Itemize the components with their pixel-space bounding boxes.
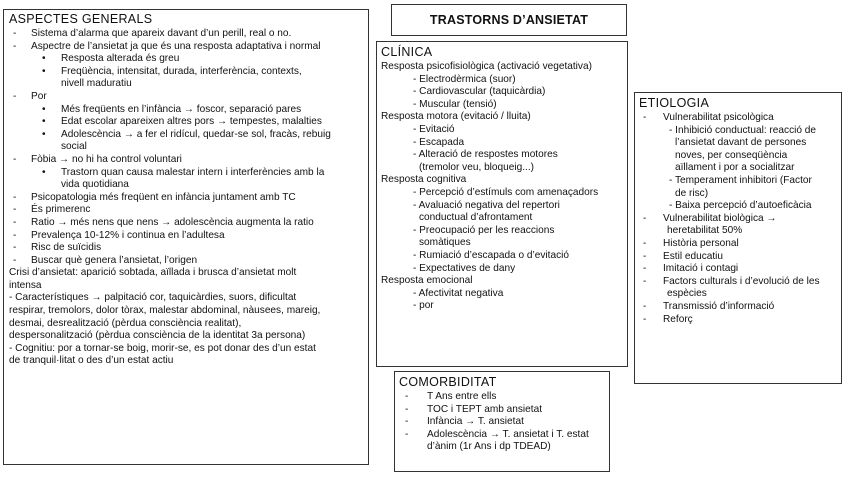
list-item: - És primerenc [9,204,364,217]
list-item: - Infància → T. ansietat [399,416,605,429]
list-item: - Estil educatiu [639,251,838,264]
paragraph-line: despersonalització (pèrdua consciència de la identitat 3a persona) [9,330,306,342]
list-item: - Evitació [413,123,455,135]
list-item-cont: heretabilitat 50% [667,225,743,237]
list-item-cont: noves, per conseqüència [675,149,788,161]
list-item: - Preocupació per les reaccions [413,224,555,236]
list-item: - Imitació i contagi [639,263,838,276]
list-item: - Percepció d’estímuls com amenaçadors [413,186,599,198]
list-item-cont: d’ànim (1r Ans i dp TDEAD) [427,441,551,453]
list-subitem: - Baixa percepció d’autoeficàcia [669,200,812,212]
etiologia-box [634,92,842,384]
comorbiditat-box [394,371,610,472]
list-item: - Rumiació d’escapada o d’evitació [413,249,569,261]
paragraph-line: intensa [9,279,42,291]
list-item: - Vulnerabilitat biològica → [639,213,838,226]
list-item: - Avaluació negativa del repertori [413,199,560,211]
paragraph-line: - Característiques → palpitació cor, taquicàrdies, suors, dificultat [9,292,297,304]
list-item-cont: social [61,141,87,153]
list-item-cont: nivell maduratiu [61,78,132,90]
paragraph-line: desmai, desrealització (pèrdua consciència realitat), [9,317,242,329]
list-item: - Buscar què genera l’ansietat, l’origen [9,255,364,268]
list-item: - Factors culturals i d’evolució de les [639,276,838,289]
list-item: - por [413,300,434,312]
list-item: • Més freqüents en l’infància → foscor, separació pares [9,104,364,117]
paragraph-line: Crisi d’ansietat: aparició sobtada, aïllada i brusca d’ansietat molt [9,267,297,279]
list-item: • Trastorn quan causa malestar intern i interferències amb la [9,167,364,180]
list-item: - Muscular (tensió) [413,98,497,110]
list-item: - Escapada [413,136,465,148]
list-heading: Resposta cognitiva [381,174,467,186]
list-item-cont: vida quotidiana [61,179,129,191]
list-item: - Sistema d’alarma que apareix davant d’un perill, real o no. [9,28,364,41]
list-item-cont: somàtiques [419,237,471,249]
comorbiditat-heading: COMORBIDITAT [399,375,497,389]
list-item: • Resposta alterada és greu [9,53,364,66]
list-heading: Resposta motora (evitació / lluita) [381,111,531,123]
list-item: - Risc de suïcidis [9,242,364,255]
list-item: - Electrodèrmica (suor) [413,73,516,85]
etiologia-heading: ETIOLOGIA [639,96,710,110]
list-item: • Adolescència → a fer el ridícul, quedar-se sol, fracàs, rebuig [9,129,364,142]
list-item: - Reforç [639,314,838,327]
aspectes-generals-box [3,9,369,465]
list-item: - Transmissió d’informació [639,301,838,314]
list-item: - Alteració de respostes motores [413,149,558,161]
list-item: - TOC i TEPT amb ansietat [399,404,605,417]
list-heading: Resposta emocional [381,275,473,287]
list-item: - Cardiovascular (taquicàrdia) [413,86,546,98]
list-item: - Ratio → més nens que nens → adolescència augmenta la ratio [9,217,364,230]
list-item: • Edat escolar apareixen altres pors → tempestes, malalties [9,116,364,129]
list-item: - Afectivitat negativa [413,287,504,299]
paragraph-line: respirar, tremolors, dolor tòrax, malestar abdominal, nàusees, mareig, [9,305,321,317]
clinica-box [376,41,628,367]
list-item-cont: espècies [667,288,707,300]
list-item: - T Ans entre ells [399,391,605,404]
list-item: • Freqüència, intensitat, durada, interferència, contexts, [9,66,364,79]
list-item: - Adolescència → T. ansietat i T. estat [399,429,605,442]
list-item-cont: l’ansietat davant de persones [675,137,807,149]
list-item-cont: conductual d’afrontament [419,212,533,224]
list-item: - Prevalença 10-12% i continua en l’adultesa [9,230,364,243]
title-box [391,4,627,36]
list-subitem: - Temperament inhibitori (Factor [669,174,812,186]
list-item-cont: (tremolor veu, bloqueig...) [419,161,535,173]
list-item-cont: aïllament i por a socialitzar [675,162,795,174]
page-title: TRASTORNS D’ANSIETAT [429,13,589,27]
list-item: - Aspectre de l’ansietat ja que és una resposta adaptativa i normal [9,41,364,54]
list-item: - Fòbia → no hi ha control voluntari [9,154,364,167]
paragraph-line: - Cognitiu: por a tornar-se boig, morir-se, es pot donar des d’un estat [9,342,316,354]
list-item: - Psicopatologia més freqüent en infància juntament amb TC [9,192,364,205]
list-item: - Por [9,91,364,104]
clinica-heading: CLÍNICA [381,45,433,59]
list-item: - Vulnerabilitat psicològica [639,112,838,125]
paragraph-line: de tranquil·litat o des d’un estat actiu [9,355,174,367]
list-item-cont: de risc) [675,187,709,199]
list-item: - Història personal [639,238,838,251]
list-subitem: - Inhibició conductual: reacció de [669,124,817,136]
list-item: - Expectatives de dany [413,262,516,274]
list-heading: Resposta psicofisiològica (activació vegetativa) [381,61,592,72]
aspectes-heading: ASPECTES GENERALS [9,12,153,26]
